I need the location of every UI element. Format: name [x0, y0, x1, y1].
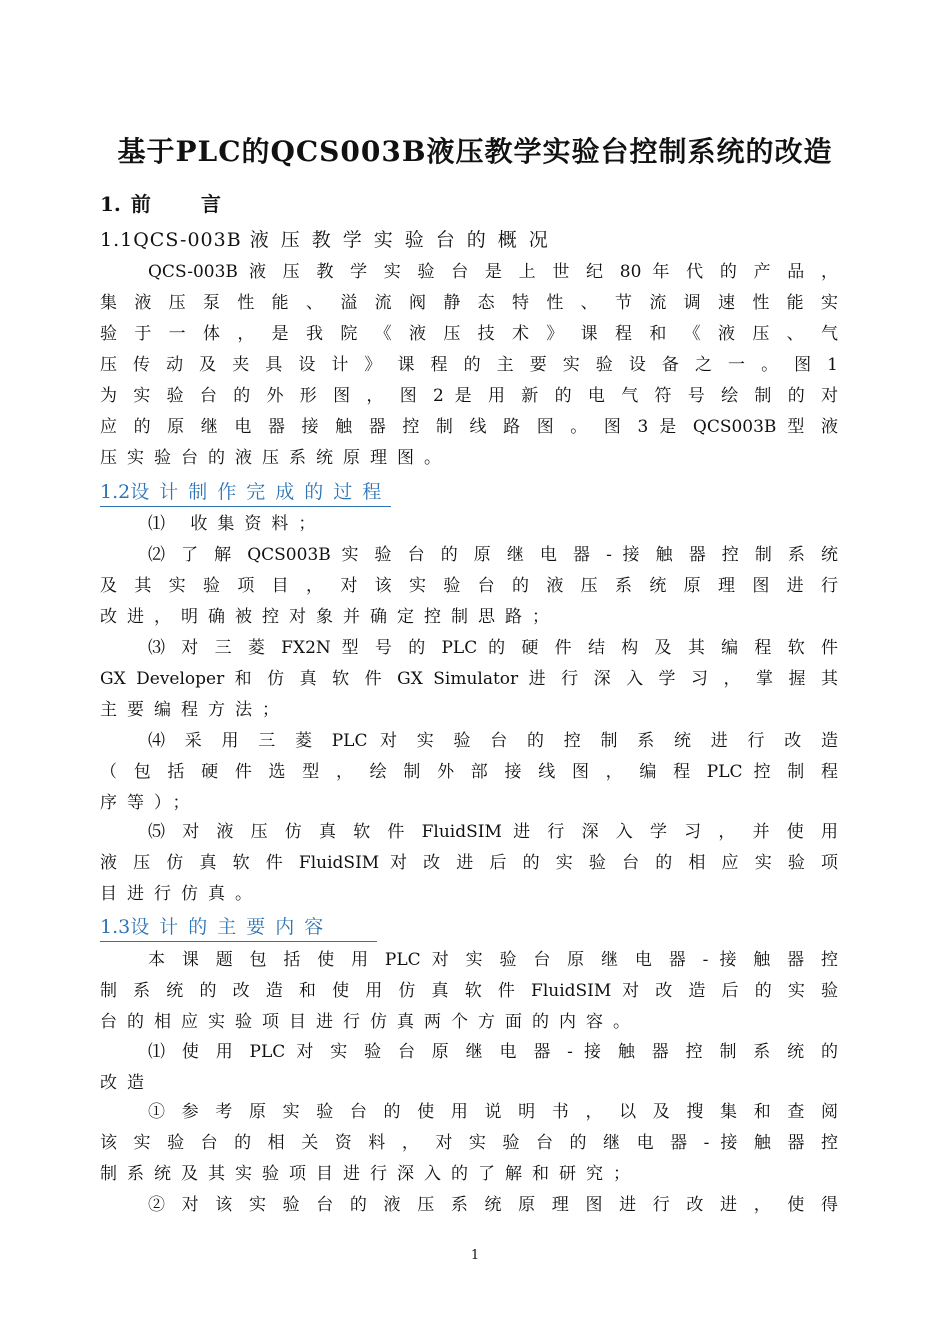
list-item: ⑷ 采 用 三 菱 PLC 对 实 验 台 的 控 制 系 统 进 行 改 造: [148, 731, 838, 751]
subsection-number: 1.3: [100, 916, 131, 938]
paragraph-line: 及 其 实 验 项 目 ， 对 该 实 验 台 的 液 压 系 统 原 理 图 进 行: [100, 576, 838, 596]
paragraph-line: 序等）；: [100, 793, 200, 813]
paragraph-line: 应 的 原 继 电 器 接 触 器 控 制 线 路 图 。 图 3 是 QCS003B 型 液: [100, 417, 839, 437]
list-item: ⑶ 对 三 菱 FX2N 型 号 的 PLC 的 硬 件 结 构 及 其 编 程 软 件: [148, 638, 838, 658]
subsection-number: 1.1QCS-003B: [100, 229, 242, 251]
paragraph-line: 改造: [100, 1073, 154, 1093]
list-item: ① 参 考 原 实 验 台 的 使 用 说 明 书 ， 以 及 搜 集 和 查 阅: [148, 1102, 838, 1122]
paragraph-line: （ 包 括 硬 件 选 型 ， 绘 制 外 部 接 线 图 ， 编 程 PLC 控 制 程: [100, 762, 838, 782]
paragraph-line: 改进，明确被控对象并确定控制思路；: [100, 607, 559, 627]
paragraph-line: 目进行仿真。: [100, 884, 262, 904]
section-number: 1.: [100, 192, 121, 216]
paragraph-line: 为 实 验 台 的 外 形 图 ， 图 2 是 用 新 的 电 气 符 号 绘 制 的 对: [100, 386, 838, 406]
list-item: ⑸ 对 液 压 仿 真 软 件 FluidSIM 进 行 深 入 学 习 ， 并 使 用: [148, 822, 838, 842]
paragraph-line: 制系统及其实验项目进行深入的了解和研究；: [100, 1164, 640, 1184]
subsection-heading-1-3: [100, 912, 377, 942]
paragraph-line: 验 于 一 体 ， 是 我 院 《 液 压 技 术 》 课 程 和 《 液 压 、 气: [100, 324, 838, 344]
paragraph-line: 本 课 题 包 括 使 用 PLC 对 实 验 台 原 继 电 器 - 接 触 器 控: [148, 950, 838, 970]
section-heading-1: [100, 188, 271, 217]
paragraph-line: 制 系 统 的 改 造 和 使 用 仿 真 软 件 FluidSIM 对 改 造 后 的 实 验: [100, 981, 838, 1001]
subsection-title: 液压教学实验台的概况: [249, 229, 560, 251]
subsection-title: 设计的主要内容: [130, 916, 334, 938]
paragraph-line: 该 实 验 台 的 相 关 资 料 ， 对 实 验 台 的 继 电 器 - 接 触 器 控: [100, 1133, 838, 1153]
subsection-heading-1-1: [100, 225, 560, 252]
list-item: ② 对 该 实 验 台 的 液 压 系 统 原 理 图 进 行 改 进 ， 使 得: [148, 1195, 838, 1215]
document-title: 基于PLC的QCS003B液压教学实验台控制系统的改造: [117, 135, 833, 168]
paragraph-line: 集 液 压 泵 性 能 、 溢 流 阀 静 态 特 性 、 节 流 调 速 性 能 实: [100, 293, 838, 313]
paragraph-line: 压 传 动 及 夹 具 设 计 》 课 程 的 主 要 实 验 设 备 之 一 。 图 1: [100, 355, 838, 375]
list-item: ⑴ 使 用 PLC 对 实 验 台 原 继 电 器 - 接 触 器 控 制 系 统 的: [148, 1042, 838, 1062]
subsection-number: 1.2: [100, 481, 131, 503]
list-item: ⑵ 了 解 QCS003B 实 验 台 的 原 继 电 器 - 接 触 器 控 制 系 统: [148, 545, 838, 565]
paragraph-line: 主要编程方法；: [100, 700, 289, 720]
subsection-title: 设计制作完成的过程: [130, 481, 392, 503]
subsection-heading-1-2: [100, 477, 391, 507]
paragraph-line: 台的相应实验项目进行仿真两个方面的内容。: [100, 1012, 640, 1032]
paragraph-line: GX Developer 和 仿 真 软 件 GX Simulator 进 行 深 入 学 习 ， 掌 握 其: [100, 669, 838, 689]
page-number: 1: [470, 1248, 480, 1263]
paragraph-line: 液 压 仿 真 软 件 FluidSIM 对 改 进 后 的 实 验 台 的 相 应 实 验 项: [100, 853, 838, 873]
paragraph-line: 压实验台的液压系统原理图。: [100, 448, 451, 468]
list-item: ⑴ 收集资料；: [148, 514, 326, 534]
section-title: 前言: [130, 192, 271, 216]
paragraph-line: QCS-003B 液 压 教 学 实 验 台 是 上 世 纪 80 年 代 的 产 品 ，: [148, 262, 839, 282]
